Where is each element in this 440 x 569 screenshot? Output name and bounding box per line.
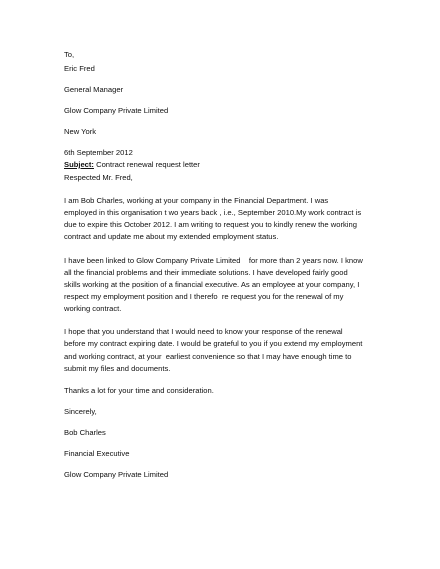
sender-title: Financial Executive	[64, 449, 130, 458]
subject-label: Subject:	[64, 160, 94, 169]
recipient-city: New York	[64, 127, 97, 136]
paragraph-1-line: employed in this organisation t wo years back , i.e., September 2010.My work contract is	[64, 208, 362, 217]
subject-text: Contract renewal request letter	[93, 160, 200, 169]
paragraph-1-line: contract and update me about my extended employment status.	[64, 232, 279, 241]
recipient-title: General Manager	[64, 85, 124, 94]
paragraph-3-line: and working contract, at your earliest convenience so that I may have enough time to	[64, 352, 352, 361]
paragraph-1-line: due to expire this October 2012. I am writing to request you to kindly renew the working	[64, 220, 357, 229]
closing: Sincerely,	[64, 407, 97, 416]
paragraph-2-line: all the financial problems and their immediate solutions. I have developed fairly good	[64, 268, 348, 277]
sender-company: Glow Company Private Limited	[64, 470, 169, 479]
address-to: To,	[64, 50, 75, 59]
thanks-line: Thanks a lot for your time and consideration.	[64, 386, 214, 395]
sender-name: Bob Charles	[64, 428, 106, 437]
paragraph-2-line: skills working at the position of a financial executive. As an employee at your company, I	[64, 280, 360, 289]
letter-date: 6th September 2012	[64, 148, 133, 157]
greeting: Respected Mr. Fred,	[64, 173, 133, 182]
paragraph-2-line: I have been linked to Glow Company Private Limited for more than 2 years now. I know	[64, 256, 363, 265]
subject-line	[64, 160, 200, 169]
paragraph-3-line: before my contract expiring date. I would be grateful to you if you extend my employment	[64, 339, 363, 348]
recipient-company: Glow Company Private Limited	[64, 106, 169, 115]
paragraph-2-line: working contract.	[64, 304, 122, 313]
paragraph-3-line: I hope that you understand that I would need to know your response of the renewal	[64, 327, 343, 336]
paragraph-1-line: I am Bob Charles, working at your company in the Financial Department. I was	[64, 196, 329, 205]
recipient-name: Eric Fred	[64, 64, 95, 73]
paragraph-2-line: respect my employment position and I therefo re request you for the renewal of my	[64, 292, 344, 301]
paragraph-3-line: submit my files and documents.	[64, 364, 171, 373]
